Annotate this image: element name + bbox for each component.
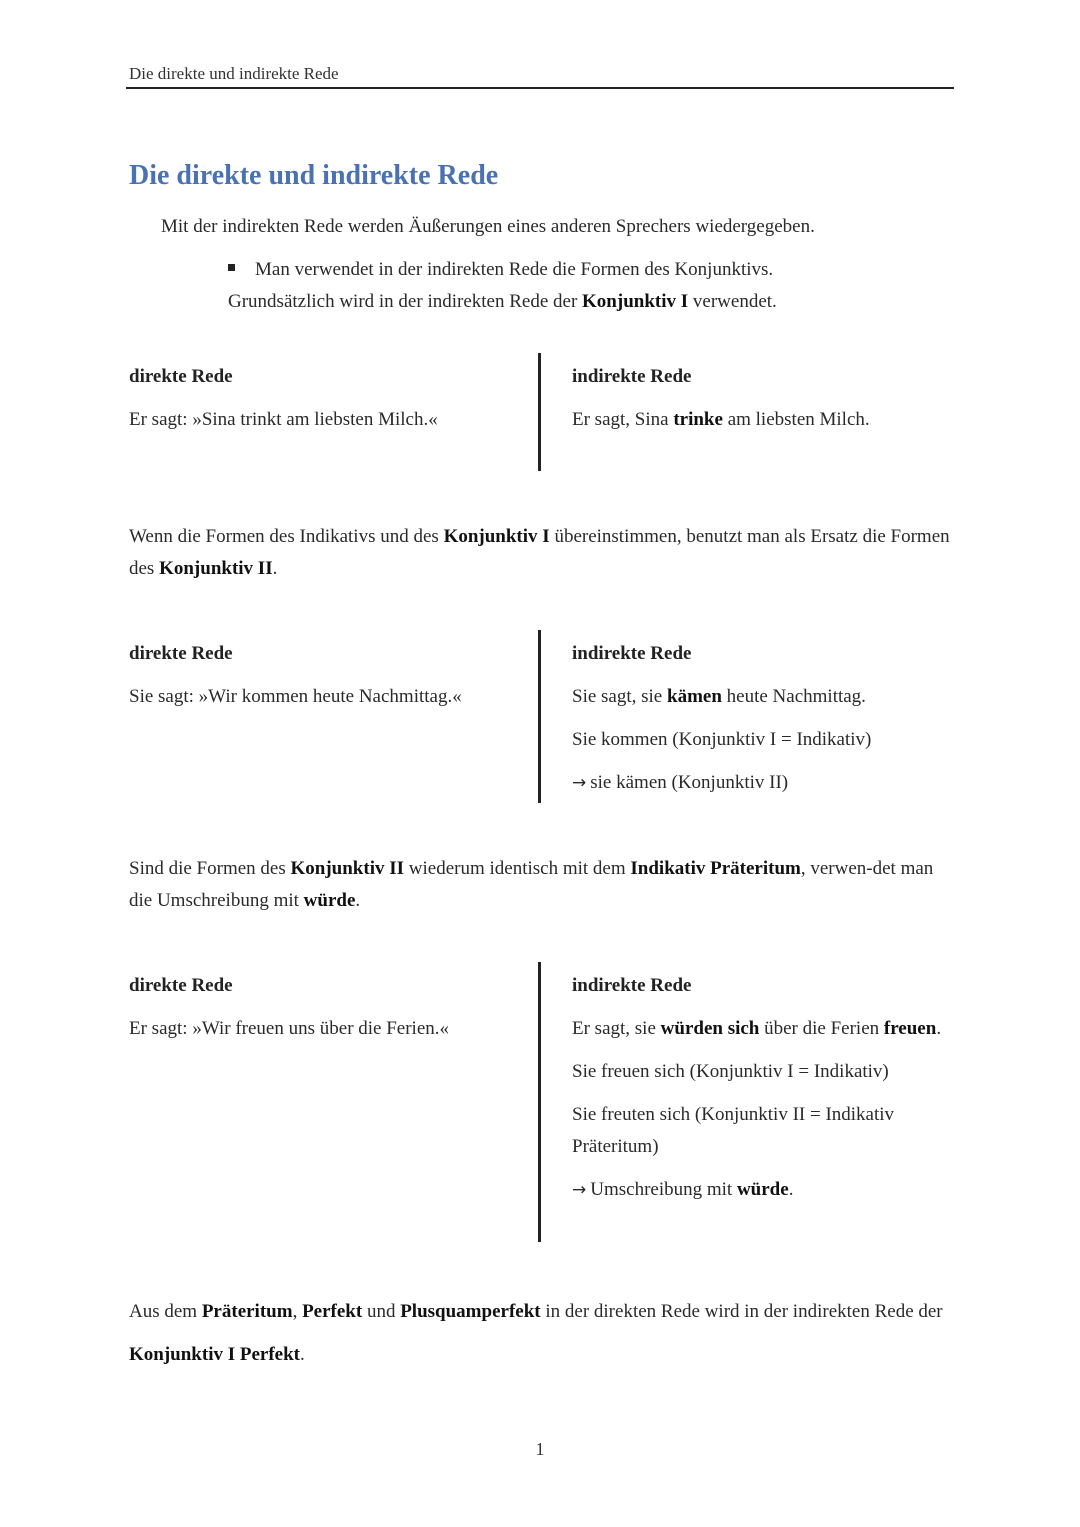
rule-paragraph-3: Aus dem Präteritum, Perfekt und Plusquamperfekt in der direkten Rede wird in der indirekten Rede der Konjunktiv I Perfekt.: [129, 1301, 943, 1365]
conclusion-line: → sie kämen (Konjunktiv II): [572, 772, 789, 793]
direct-speech-column: [129, 630, 509, 724]
indirect-speech-column: [572, 630, 942, 810]
column-divider: [538, 962, 541, 1242]
column-heading: indirekte Rede: [572, 643, 692, 664]
column-heading: direkte Rede: [129, 643, 233, 664]
rule-paragraph-2: Sind die Formen des Konjunktiv II wiederum identisch mit dem Indikativ Präteritum, verwen-det man die Umschreibung mit würde.: [129, 858, 934, 911]
conclusion-line: → Umschreibung mit würde.: [572, 1179, 794, 1200]
direct-speech-column: [129, 353, 509, 447]
header-rule: [126, 87, 954, 89]
page-title: Die direkte und indirekte Rede: [129, 160, 499, 191]
intro-text: Mit der indirekten Rede werden Äußerungen eines anderen Sprechers wiedergegeben.: [161, 216, 815, 237]
arrow-right-icon: →: [572, 1180, 587, 1200]
example-sentence: Sie sagt: »Wir kommen heute Nachmittag.«: [129, 686, 462, 707]
example-table-3: [129, 962, 959, 1244]
column-divider: [538, 630, 541, 803]
bullet-text: Man verwendet in der indirekten Rede die Formen des Konjunktivs.: [255, 259, 774, 280]
rule-paragraph-1: Wenn die Formen des Indikativs und des Konjunktiv I übereinstimmen, benutzt man als Ersatz die Formen des Konjunktiv II.: [129, 526, 950, 579]
example-table-1: [129, 353, 959, 473]
indirect-speech-column: [572, 962, 942, 1217]
example-sentence: Sie sagt, sie kämen heute Nachmittag.: [572, 686, 866, 707]
example-sentence: Er sagt, Sina trinke am liebsten Milch.: [572, 409, 870, 430]
running-header: Die direkte und indirekte Rede: [129, 64, 339, 83]
arrow-right-icon: →: [572, 773, 587, 793]
example-table-2: [129, 630, 959, 805]
explanation-line: Sie freuten sich (Konjunktiv II = Indikativ Präteritum): [572, 1104, 895, 1157]
direct-speech-column: [129, 962, 509, 1056]
example-sentence: Er sagt, sie würden sich über die Ferien freuen.: [572, 1018, 942, 1039]
column-heading: direkte Rede: [129, 975, 233, 996]
column-divider: [538, 353, 541, 471]
column-heading: indirekte Rede: [572, 366, 692, 387]
square-bullet-icon: [228, 264, 235, 271]
explanation-line: Sie kommen (Konjunktiv I = Indikativ): [572, 729, 872, 750]
page-number: 1: [535, 1439, 545, 1459]
example-sentence: Er sagt: »Sina trinkt am liebsten Milch.«: [129, 409, 438, 430]
indirect-speech-column: [572, 353, 942, 447]
column-heading: indirekte Rede: [572, 975, 692, 996]
explanation-line: Sie freuen sich (Konjunktiv I = Indikativ): [572, 1061, 889, 1082]
bullet-item: [228, 254, 988, 286]
bullet-continuation: Grundsätzlich wird in der indirekten Rede der Konjunktiv I verwendet.: [228, 291, 777, 312]
example-sentence: Er sagt: »Wir freuen uns über die Ferien.«: [129, 1018, 450, 1039]
column-heading: direkte Rede: [129, 366, 233, 387]
